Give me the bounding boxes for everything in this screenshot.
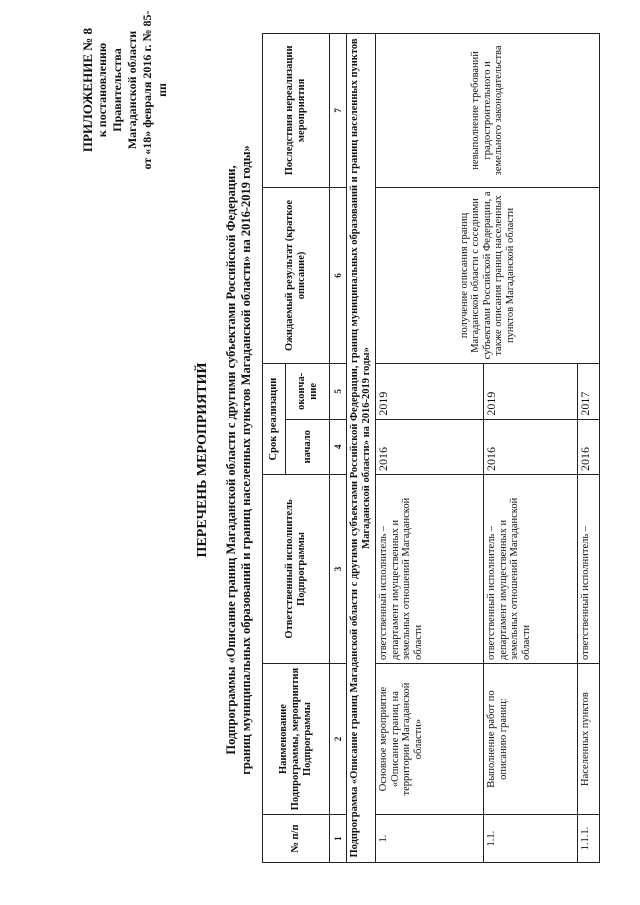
appendix-date: от «18» февраля 2016 г. № 85-пп <box>140 10 169 170</box>
row-consequences: невыполнение требований градостроительного и земельного законодательства <box>376 34 600 188</box>
row-num: 1.1. <box>484 815 578 863</box>
row-name: Населенных пунктов <box>578 663 600 814</box>
row-executor: ответственный исполнитель – <box>578 474 600 663</box>
col-header-result: Ожидаемый результат (краткое описание) <box>263 187 330 363</box>
col-header-start: начало <box>286 419 330 474</box>
subprogram-row <box>347 34 376 863</box>
row-num: 1.1.1. <box>578 815 600 863</box>
col-number: 5 <box>330 364 347 419</box>
appendix-resolution: к постановлению Правительства <box>95 42 124 138</box>
row-start: 2016 <box>484 419 578 474</box>
table-header-row <box>263 34 286 863</box>
row-executor: ответственный исполнитель – департамент имущественных и земельных отношений Магаданской области <box>484 474 578 663</box>
col-number: 7 <box>330 34 347 188</box>
row-num: 1. <box>376 815 484 863</box>
measures-table <box>262 33 600 863</box>
appendix-header <box>80 10 170 170</box>
subtitle-line-1: Подпрограммы «Описание границ Магаданской области с другими субъектами Российской Федерации, <box>224 165 238 755</box>
row-start: 2016 <box>376 419 484 474</box>
table-row <box>376 34 484 863</box>
page-title: ПЕРЕЧЕНЬ МЕРОПРИЯТИЙ <box>195 362 210 558</box>
row-start: 2016 <box>578 419 600 474</box>
col-header-end: оконча-ние <box>286 364 330 419</box>
row-executor: ответственный исполнитель – департамент имущественных и земельных отношений Магаданской области <box>376 474 484 663</box>
col-number: 3 <box>330 474 347 663</box>
appendix-region: Магаданской области <box>125 30 139 150</box>
col-header-term: Срок реализации <box>263 364 286 475</box>
col-header-executor: Ответственный исполнитель Подпрограммы <box>263 474 330 663</box>
col-header-consequences: Последствия нереализации мероприятия <box>263 34 330 188</box>
row-end: 2017 <box>578 364 600 419</box>
row-name: Основное мероприятие «Описание границ на территории Магаданской области» <box>376 663 484 814</box>
col-header-name: Наименование Подпрограммы, мероприятия Подпрограммы <box>263 663 330 814</box>
subprogram-title: Подпрограмма «Описание границ Магаданской области с другими субъектами Российской Федерации, границ муниципальных образований и границ населенных пунктов Магаданской области» на 2016-2019 годы» <box>347 34 376 863</box>
column-number-row <box>330 34 347 863</box>
row-result: получение описания границ Магаданской области с соседними субъектами Российской Федерации, а также описания границ населенных пунктов Магаданской области <box>376 187 600 363</box>
col-number: 6 <box>330 187 347 363</box>
col-number: 4 <box>330 419 347 474</box>
col-number: 1 <box>330 815 347 863</box>
document-title <box>195 65 254 855</box>
row-name: Выполнение работ по описанию границ: <box>484 663 578 814</box>
col-number: 2 <box>330 663 347 814</box>
subtitle-line-2: границ муниципальных образований и границ населенных пунктов Магаданской области» на 2016-2019 годы» <box>239 145 253 775</box>
row-end: 2019 <box>484 364 578 419</box>
col-header-num: № п/п <box>263 815 330 863</box>
appendix-number: ПРИЛОЖЕНИЕ № 8 <box>80 27 95 153</box>
row-end: 2019 <box>376 364 484 419</box>
